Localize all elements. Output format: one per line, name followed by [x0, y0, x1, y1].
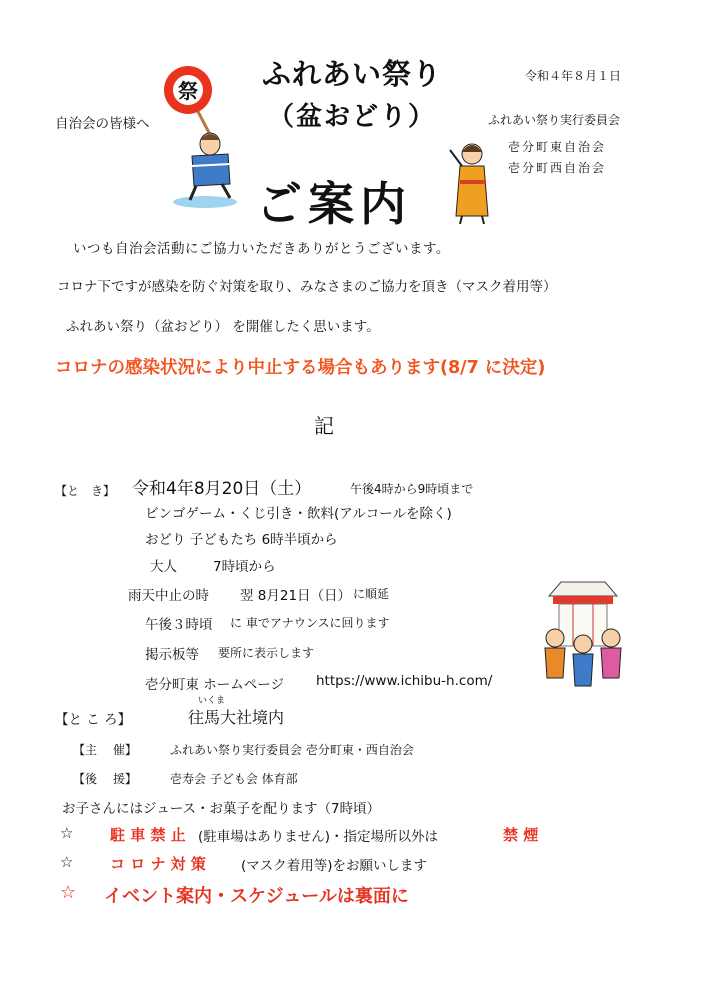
rain-date: 翌 8月21日（日） — [240, 588, 352, 604]
no-smoking-label: 禁 煙 — [503, 826, 539, 844]
place-furigana: いくま — [198, 696, 226, 706]
intro-line-3: ふれあい祭り（盆おどり） を開催したく思います。 — [66, 319, 380, 335]
announce-text: に 車でアナウンスに回ります — [230, 616, 390, 630]
corona-measures-note: (マスク着用等)をお願いします — [241, 858, 428, 874]
where-label: 【と こ ろ】 — [55, 712, 132, 728]
star-icon: ☆ — [60, 824, 74, 842]
announce-time: 午後３時頃 — [145, 617, 213, 633]
festival-dancer-illustration — [150, 62, 245, 210]
intro-line-1: いつも自治会活動にご協力いただきありがとうございます。 — [73, 241, 450, 257]
homepage-link[interactable]: https://www.ichibu-h.com/ — [316, 673, 493, 689]
parking-note: (駐車場はありません)・指定場所以外は — [198, 829, 439, 845]
intro-line-2: コロナ下ですが感染を防ぐ対策を取り、みなさまのご協力を頂き（マスク着用等） — [57, 279, 557, 295]
when-label: 【と き】 — [55, 484, 116, 498]
event-time: 午後4時から9時頃まで — [350, 482, 474, 496]
cancellation-notice: コロナの感染状況により中止する場合もあります(8/7 に決定) — [55, 358, 546, 378]
org-west: 壱分町西自治会 — [508, 161, 607, 175]
support-value: 壱寿会 子ども会 体育部 — [170, 772, 298, 786]
rain-suffix: に順延 — [353, 587, 390, 601]
board-label: 掲示板等 — [145, 647, 199, 663]
date: 令和４年８月１日 — [525, 69, 622, 83]
no-parking-heading: 駐 車 禁 止 — [110, 826, 186, 844]
page-subtitle: （盆おどり） — [268, 102, 437, 132]
juice-note: お子さんにはジュース・お菓子を配ります（7時頃） — [62, 801, 381, 817]
activities-item: ビンゴゲーム・くじ引き・飲料(アルコールを除く) — [145, 506, 452, 522]
org-east: 壱分町東自治会 — [508, 140, 607, 154]
sponsor-label: 【主 催】 — [73, 743, 137, 757]
rain-label: 雨天中止の時 — [128, 588, 209, 604]
board-text: 要所に表示します — [218, 646, 315, 660]
star-icon: ☆ — [60, 882, 77, 903]
fan-text: 祭 — [178, 79, 198, 103]
sponsor-value: ふれあい祭り実行委員会 壱分町東・西自治会 — [170, 743, 414, 757]
dance-adults-time: 7時頃から — [213, 559, 276, 575]
place-name: 往馬大社境内 — [188, 708, 285, 727]
girl-illustration — [442, 136, 504, 224]
addressee: 自治会の皆様へ — [55, 116, 150, 132]
dance-children-item: おどり 子どもたち 6時半頃から — [145, 532, 338, 548]
dance-adults-label: 大人 — [150, 559, 177, 575]
guide-title: ご案内 — [256, 177, 412, 231]
event-schedule-note: イベント案内・スケジュールは裏面に — [104, 886, 409, 907]
bon-dance-illustration — [533, 574, 633, 692]
committee-name: ふれあい祭り実行委員会 — [488, 113, 621, 127]
event-date: 令和4年8月20日（土） — [132, 479, 312, 499]
support-label: 【後 援】 — [73, 772, 137, 786]
ki-heading: 記 — [314, 414, 334, 438]
homepage-label: 壱分町東 ホームページ — [145, 677, 285, 693]
corona-measures-heading: コ ロ ナ 対 策 — [110, 855, 206, 873]
page-title: ふれあい祭り — [262, 57, 443, 91]
star-icon: ☆ — [60, 853, 74, 871]
